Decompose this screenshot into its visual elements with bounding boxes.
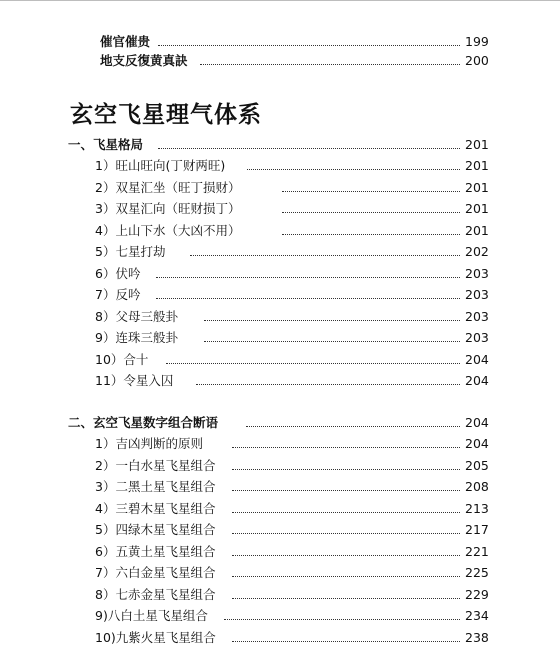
toc-item-label: 11）令星入囚 [95,373,174,388]
toc-item[interactable] [0,221,560,241]
toc-item[interactable] [0,477,560,497]
toc-item-page: 208 [465,479,489,494]
toc-item-label: 8）父母三般卦 [95,309,178,324]
toc-item-page: 238 [465,630,489,645]
toc-item-label: 5）七星打劫 [95,244,166,259]
toc-item[interactable] [0,328,560,348]
toc-item-label: 8）七赤金星飞星组合 [95,587,216,602]
toc-item-label: 4）上山下水（大凶不用） [95,223,241,238]
toc-item-page: 225 [465,565,489,580]
toc-item[interactable] [0,307,560,327]
toc-leader-dots [196,384,460,385]
toc-leader-dots [232,469,460,470]
toc-item-page: 203 [465,309,489,324]
toc-item-page: 201 [465,201,489,216]
toc-item-page: 203 [465,287,489,302]
toc-item-page: 204 [465,436,489,451]
toc-item-page: 203 [465,266,489,281]
toc-leader-dots [282,212,460,213]
toc-item-page: 202 [465,244,489,259]
toc-entry-label: 地支反復黄真訣 [100,53,188,68]
toc-item[interactable] [0,178,560,198]
toc-leader-dots [156,277,460,278]
toc-leader-dots [204,320,460,321]
toc-leader-dots [190,255,460,256]
toc-leader-dots [282,191,460,192]
toc-leader-dots [156,298,460,299]
toc-leader-dots [247,169,460,170]
toc-section-page: 204 [465,415,489,430]
toc-leader-dots [282,234,460,235]
toc-item-page: 204 [465,352,489,367]
toc-leader-dots [232,447,460,448]
toc-leader-dots [232,555,460,556]
toc-item-page: 201 [465,158,489,173]
toc-leader-dots [224,619,460,620]
toc-item[interactable] [0,585,560,605]
toc-leader-dots [158,148,460,149]
toc-leader-dots [232,576,460,577]
toc-leader-dots [232,641,460,642]
toc-item[interactable] [0,434,560,454]
toc-item-page: 234 [465,608,489,623]
toc-item-label: 9)八白土星飞星组合 [95,608,208,623]
toc-item-page: 203 [465,330,489,345]
toc-item[interactable] [0,456,560,476]
toc-leader-dots [232,598,460,599]
toc-item-page: 221 [465,544,489,559]
toc-item-label: 2）一白水星飞星组合 [95,458,216,473]
toc-item-page: 201 [465,180,489,195]
toc-item-label: 6）五黄土星飞星组合 [95,544,216,559]
toc-item-label: 10）合十 [95,352,149,367]
toc-entry[interactable] [0,32,560,52]
toc-leader-dots [232,533,460,534]
toc-leader-dots [166,363,460,364]
toc-item[interactable] [0,350,560,370]
toc-item-label: 1）旺山旺向(丁财两旺) [95,158,226,173]
toc-item-page: 205 [465,458,489,473]
chapter-heading: 玄空飞星理气体系 [70,101,262,128]
toc-item[interactable] [0,499,560,519]
toc-item-label: 3）二黑土星飞星组合 [95,479,216,494]
toc-section-page: 201 [465,137,489,152]
toc-item-page: 204 [465,373,489,388]
toc-item-label: 6）伏吟 [95,266,141,281]
toc-entry[interactable] [0,51,560,71]
toc-item-label: 2）双星汇坐（旺丁损财） [95,180,241,195]
toc-leader-dots [246,426,460,427]
toc-item[interactable] [0,371,560,391]
toc-item[interactable] [0,628,560,648]
toc-item[interactable] [0,563,560,583]
toc-item[interactable] [0,199,560,219]
toc-item-label: 5）四绿木星飞星组合 [95,522,216,537]
toc-item-page: 229 [465,587,489,602]
toc-item[interactable] [0,606,560,626]
toc-item-page: 201 [465,223,489,238]
toc-item-label: 3）双星汇向（旺财损丁） [95,201,241,216]
toc-item-page: 217 [465,522,489,537]
toc-item[interactable] [0,264,560,284]
toc-item[interactable] [0,285,560,305]
toc-item[interactable] [0,520,560,540]
toc-leader-dots [232,490,460,491]
toc-item-label: 10)九紫火星飞星组合 [95,630,216,645]
toc-entry-label: 催官催贵 [100,34,151,49]
toc-item-label: 4）三碧木星飞星组合 [95,501,216,516]
toc-leader-dots [200,64,460,65]
toc-section-label: 一、飞星格局 [68,137,144,152]
toc-leader-dots [158,45,460,46]
toc-section-label: 二、玄空飞星数字组合断语 [68,415,219,430]
toc-entry-page: 200 [465,53,489,68]
toc-item[interactable] [0,242,560,262]
toc-item[interactable] [0,542,560,562]
toc-item-label: 1）吉凶判断的原则 [95,436,203,451]
toc-item-label: 7）六白金星飞星组合 [95,565,216,580]
toc-section-title[interactable] [0,413,560,433]
toc-leader-dots [232,512,460,513]
toc-section-title[interactable] [0,135,560,155]
toc-entry-page: 199 [465,34,489,49]
toc-item[interactable] [0,156,560,176]
toc-item-page: 213 [465,501,489,516]
toc-item-label: 9）连珠三般卦 [95,330,178,345]
toc-item-label: 7）反吟 [95,287,141,302]
page-top-border [0,0,560,1]
toc-leader-dots [204,341,460,342]
